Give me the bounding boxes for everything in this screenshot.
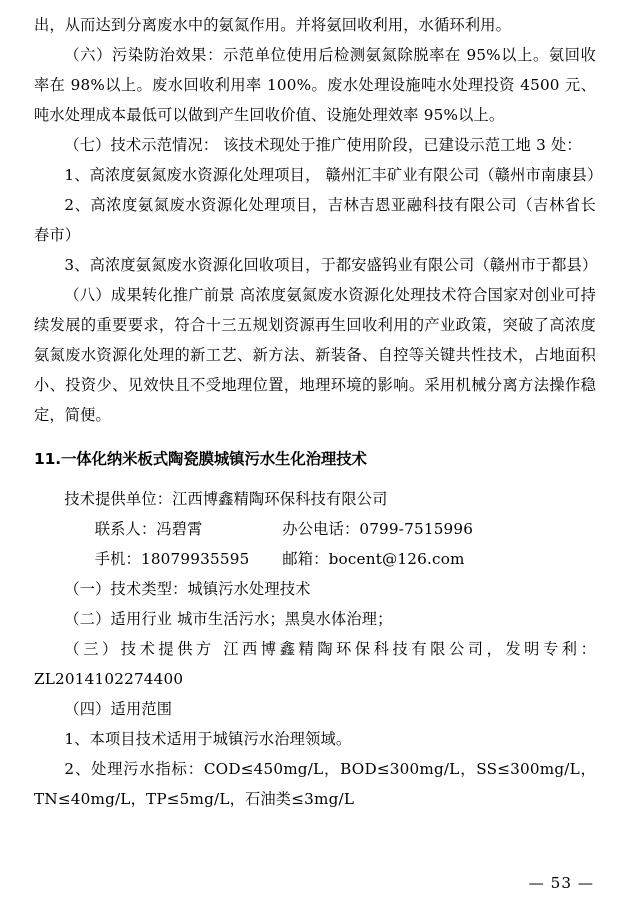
contact-value-person: 冯碧霄 — [156, 520, 203, 538]
contact-col1-1 — [64, 514, 282, 544]
contact-label-mobile: 手机： — [94, 550, 141, 568]
contact-label-person: 联系人： — [94, 520, 157, 538]
paragraph-scope-item-2: 2、处理污水指标：COD≤450mg/L，BOD≤300mg/L，SS≤300mg/L，TN≤40mg/L，TP≤5mg/L，石油类≤3mg/L — [34, 760, 596, 808]
contact-col1-2 — [64, 544, 282, 574]
paragraph-continuation: 出，从而达到分离废水中的氨氮作用。并将氨回收利用，水循环利用。 — [34, 16, 512, 34]
contact-value-office-phone: 0799-7515996 — [359, 520, 474, 538]
list-item-project-2: 2、高浓度氨氮废水资源化处理项目，吉林吉恩亚融科技有限公司（吉林省长春市） — [34, 196, 596, 244]
contact-row-1 — [34, 514, 596, 544]
paragraph-technology-type: （一）技术类型：城镇污水处理技术 — [64, 580, 311, 598]
paragraph-demonstration: （七）技术示范情况： 该技术现处于推广使用阶段，已建设示范工地 3 处： — [64, 136, 582, 154]
list-item-project-3: 3、高浓度氨氮废水资源化回收项目，于都安盛钨业有限公司（赣州市于都县） — [64, 256, 598, 274]
section-heading: 11.一体化纳米板式陶瓷膜城镇污水生化治理技术 — [34, 450, 367, 468]
provider-value: 江西博鑫精陶环保科技有限公司 — [172, 490, 388, 508]
paragraph-technology-provider: （三）技术提供方 江西博鑫精陶环保科技有限公司，发明专利：ZL2014102274400 — [34, 640, 596, 688]
list-item-project-1: 1、高浓度氨氮废水资源化处理项目， 赣州汇丰矿业有限公司（赣州市南康县） — [64, 166, 603, 184]
contact-value-email: bocent@126.com — [328, 550, 465, 568]
provider-label: 技术提供单位： — [64, 490, 173, 508]
contact-label-office-phone: 办公电话： — [282, 520, 360, 538]
contact-row-2 — [34, 544, 596, 574]
paragraph-scope-heading: （四）适用范围 — [64, 700, 173, 718]
paragraph-applicable-industry: （二）适用行业 城市生活污水；黑臭水体治理； — [64, 610, 393, 628]
page-number: — 53 — — [528, 874, 594, 892]
contact-label-email: 邮箱： — [282, 550, 329, 568]
paragraph-scope-item-1: 1、本项目技术适用于城镇污水治理领域。 — [64, 730, 352, 748]
info-line-provider — [34, 484, 596, 514]
contact-value-mobile: 18079935595 — [140, 550, 250, 568]
paragraph-promotion-prospect: （八）成果转化推广前景 高浓度氨氮废水资源化处理技术符合国家对创业可持续发展的重要要求，符合十三五规划资源再生回收利用的产业政策，突破了高浓度氨氮废水资源化处理的新工艺、新方法、新装备、自控等关键共性技术，占地面积小、投资少、见效快且不受地理位置，地理环境的影响。采用机械分离方法操作稳定，简便。 — [34, 286, 596, 424]
paragraph-pollution-control: （六）污染防治效果：示范单位使用后检测氨氮除脱率在 95%以上。氨回收率在 98%以上。废水回收利用率 100%。废水处理设施吨水处理投资 4500 元、吨水处理成本最低可以做到产生回收价值、设施处理效率 95%以上。 — [34, 46, 596, 124]
